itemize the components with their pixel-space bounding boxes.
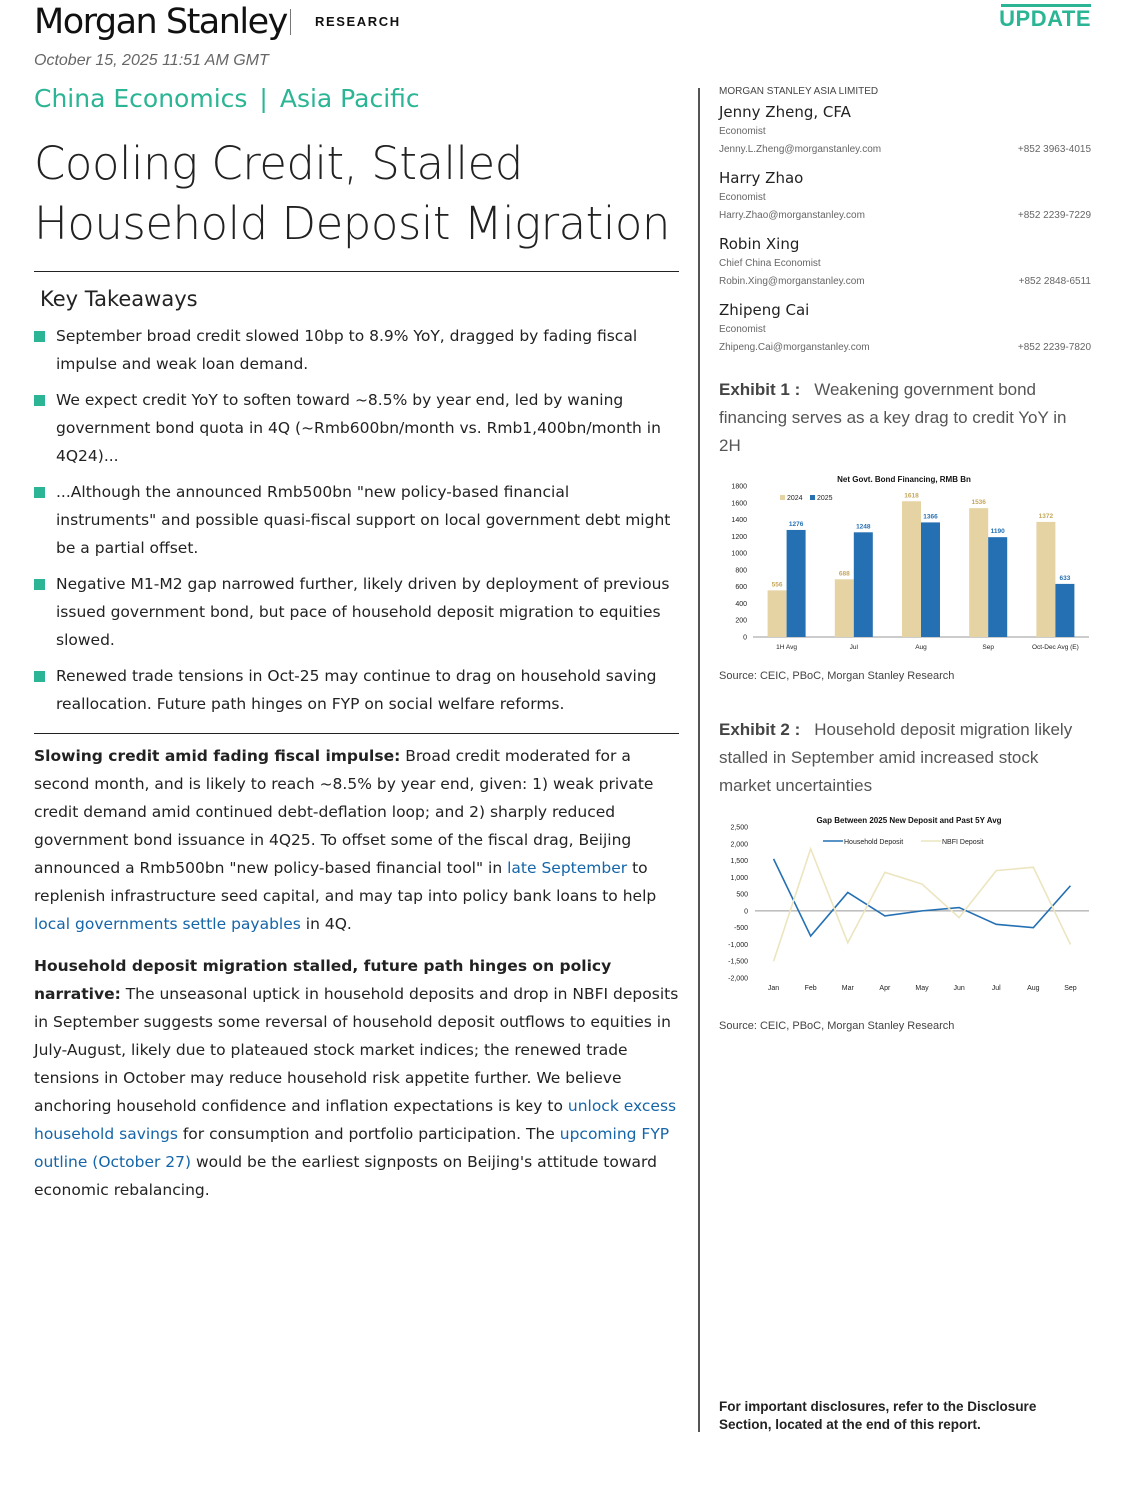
body-paragraph-1: Slowing credit amid fading fiscal impulse: Broad credit moderated for a second month, and is likely to reach ~8.5% by year end, given: 1) weak private credit demand amid continued debt-deflation loop; and 2) sharply reduced government bond issuance in 4Q25. To offset some of the fiscal drag, Beijing announced a Rmb500bn "new policy-based financial tool" in late September to replenish infrastructure seed capital, and may tap into policy bank loans to help local governments settle payables in 4Q. <box>34 747 657 933</box>
x-tick-label: Jul <box>849 644 858 651</box>
data-label: 1276 <box>788 520 804 528</box>
bar-2024 <box>768 590 787 637</box>
series-line-household-deposit <box>774 859 1071 936</box>
data-label: 633 <box>1059 574 1071 582</box>
list-item: September broad credit slowed 10bp to 8.9% YoY, dragged by fading fiscal impulse and weak loan demand. <box>34 322 674 378</box>
report-header <box>34 0 1094 50</box>
x-tick-label: Aug <box>915 644 927 651</box>
key-takeaways-heading: Key Takeaways <box>40 287 198 311</box>
data-label: 556 <box>771 581 783 589</box>
link-local-governments-payables[interactable]: local governments settle payables <box>34 915 301 933</box>
list-item: ...Although the announced Rmb500bn "new policy-based financial instruments" and possible quasi-fiscal support on local government debt might be a partial offset. <box>34 478 674 562</box>
author-role: Chief China Economist <box>719 258 821 269</box>
author-email[interactable]: Jenny.L.Zheng@morganstanley.com <box>719 144 882 155</box>
y-tick-label: 1800 <box>731 483 747 491</box>
legend-entry: Household Deposit <box>844 839 904 846</box>
disclosure-note: For important disclosures, refer to the Disclosure Section, located at the end of this report. <box>719 1399 1037 1432</box>
y-tick-label: -500 <box>733 925 748 933</box>
author-name: Harry Zhao <box>719 169 804 187</box>
x-tick-label: Mar <box>841 985 854 992</box>
legend-swatch <box>810 495 815 500</box>
author-role: Economist <box>719 126 766 137</box>
authors-panel <box>719 86 1091 365</box>
data-label: 1190 <box>990 528 1005 536</box>
exhibit-1-source: Source: CEIC, PBoC, Morgan Stanley Research <box>719 670 955 682</box>
exhibit-1-title: Exhibit 1 : Weakening government bond financing serves as a key drag to credit YoY in 2H <box>719 380 1067 455</box>
y-tick-label: 0 <box>743 634 747 642</box>
exhibit-2-title: Exhibit 2 : Household deposit migration likely stalled in September amid increased stock market uncertainties <box>719 720 1073 795</box>
report-title <box>34 134 684 254</box>
exhibit-1-bar-chart <box>719 470 1091 660</box>
bullet-square-icon <box>34 395 45 406</box>
bar-2025 <box>1055 584 1074 637</box>
divider-bottom <box>34 733 679 734</box>
x-tick-label: Sep <box>1064 985 1077 992</box>
body-text <box>34 742 684 1218</box>
bullet-square-icon <box>34 579 45 590</box>
list-item: Renewed trade tensions in Oct-25 may continue to drag on household saving reallocation. Future path hinges on FYP on social welfare reforms. <box>34 662 674 718</box>
section-china-economics[interactable]: China Economics <box>34 84 248 113</box>
author-email[interactable]: Harry.Zhao@morganstanley.com <box>719 210 865 221</box>
author-name: Robin Xing <box>719 235 800 253</box>
author-name: Jenny Zheng, CFA <box>719 103 851 121</box>
section-asia-pacific[interactable]: Asia Pacific <box>279 84 420 113</box>
y-tick-label: 200 <box>735 617 747 625</box>
exhibit-1-label: Exhibit 1 : <box>719 380 801 399</box>
bullet-square-icon <box>34 671 45 682</box>
author-phone: +852 2239-7229 <box>1017 210 1091 221</box>
x-tick-label: Feb <box>804 985 817 992</box>
section-separator: | <box>259 84 268 113</box>
y-tick-label: 2,000 <box>730 841 748 849</box>
exhibit-2-label: Exhibit 2 : <box>719 720 801 739</box>
bar-2025 <box>988 537 1007 637</box>
y-tick-label: 0 <box>744 908 748 916</box>
update-badge: UPDATE <box>999 6 1091 31</box>
y-tick-label: 1,500 <box>730 858 748 866</box>
y-tick-label: 2,500 <box>730 824 748 832</box>
bar-2024 <box>902 501 921 637</box>
x-tick-label: Sep <box>982 644 994 651</box>
x-tick-label: 1H Avg <box>776 644 798 651</box>
author-email[interactable]: Robin.Xing@morganstanley.com <box>719 276 865 287</box>
legend-swatch <box>780 495 785 500</box>
paragraph-lead: Household deposit migration stalled, future path hinges on policy narrative: <box>34 957 612 1003</box>
bar-2025 <box>787 530 806 637</box>
data-label: 1248 <box>856 523 871 531</box>
y-tick-label: 400 <box>735 600 747 608</box>
exhibit-2-line-chart <box>719 810 1091 1000</box>
column-divider <box>698 88 700 1432</box>
y-tick-label: 1200 <box>731 533 747 541</box>
legend-entry: NBFI Deposit <box>942 839 984 846</box>
chart-title: Net Govt. Bond Financing, RMB Bn <box>837 475 971 484</box>
x-tick-label: Jun <box>953 985 965 992</box>
firm-name: MORGAN STANLEY ASIA LIMITED <box>719 86 879 97</box>
author-card <box>719 233 1091 291</box>
key-takeaways-list <box>34 322 674 726</box>
y-tick-label: 500 <box>736 891 748 899</box>
report-title-line-2: Household Deposit Migration <box>34 197 670 250</box>
bar-2024 <box>969 508 988 637</box>
logo-divider <box>290 9 291 35</box>
exhibit-2-source: Source: CEIC, PBoC, Morgan Stanley Research <box>719 1020 955 1032</box>
bullet-square-icon <box>34 487 45 498</box>
series-line-nbfi-deposit <box>774 849 1071 961</box>
author-phone: +852 3963-4015 <box>1017 144 1091 155</box>
author-phone: +852 2848-6511 <box>1018 276 1091 287</box>
research-label: RESEARCH <box>315 14 401 29</box>
author-card <box>719 299 1091 357</box>
section-breadcrumb <box>34 84 420 113</box>
morgan-stanley-logo: Morgan Stanley <box>34 2 287 42</box>
author-role: Economist <box>719 324 766 335</box>
publish-date: October 15, 2025 11:51 AM GMT <box>34 52 269 69</box>
link-unlock-household-savings[interactable]: unlock excess household savings <box>34 1097 677 1143</box>
bar-2025 <box>854 532 873 637</box>
body-paragraph-2: Household deposit migration stalled, future path hinges on policy narrative: The unseasonal uptick in household deposits and drop in NBFI deposits in September suggests some reversal of household deposit outflows to equities in July-August, likely due to plateaued stock market indices; the renewed trade tensions in October may reduce household risk appetite further. We believe anchoring household confidence and inflation expectations is key to unlock excess household savings for consumption and portfolio participation. The upcoming FYP outline (October 27) would be the earliest signposts on Beijing's attitude toward economic rebalancing. <box>34 957 679 1199</box>
data-label: 688 <box>838 570 850 578</box>
list-item: We expect credit YoY to soften toward ~8.5% by year end, led by waning government bond quota in 4Q (~Rmb600bn/month vs. Rmb1,400bn/month in 4Q24)... <box>34 386 674 470</box>
x-tick-label: Aug <box>1027 985 1040 992</box>
y-tick-label: -2,000 <box>728 975 748 983</box>
bar-2025 <box>921 522 940 637</box>
author-name: Zhipeng Cai <box>719 301 810 319</box>
y-tick-label: 1,000 <box>730 874 748 882</box>
y-tick-label: 1600 <box>731 500 747 508</box>
author-email[interactable]: Zhipeng.Cai@morganstanley.com <box>719 342 870 353</box>
author-phone: +852 2239-7820 <box>1017 342 1091 353</box>
x-tick-label: May <box>915 985 929 992</box>
link-late-september[interactable]: late September <box>507 859 628 877</box>
x-tick-label: Apr <box>879 985 891 992</box>
data-label: 1372 <box>1038 512 1054 520</box>
author-card <box>719 167 1091 225</box>
divider-top <box>34 271 679 272</box>
chart-title: Gap Between 2025 New Deposit and Past 5Y Avg <box>816 816 1002 825</box>
link-upcoming-fyp-outline[interactable]: upcoming FYP outline (October 27) <box>34 1125 670 1171</box>
bullet-square-icon <box>34 331 45 342</box>
paragraph-lead: Slowing credit amid fading fiscal impulse: <box>34 747 401 765</box>
legend-entry: 2024 <box>787 495 803 502</box>
legend-entry: 2025 <box>817 495 833 502</box>
x-tick-label: Jul <box>991 985 1001 992</box>
y-tick-label: 800 <box>735 567 747 575</box>
x-tick-label: Oct-Dec Avg (E) <box>1031 644 1079 651</box>
y-tick-label: -1,500 <box>728 958 748 966</box>
report-title-line-1: Cooling Credit, Stalled <box>34 137 523 190</box>
data-label: 1366 <box>923 513 938 521</box>
y-tick-label: -1,000 <box>728 941 748 949</box>
data-label: 1536 <box>971 499 986 507</box>
bar-2024 <box>835 579 854 637</box>
y-tick-label: 600 <box>735 584 747 592</box>
bar-2024 <box>1036 522 1055 637</box>
author-role: Economist <box>719 192 766 203</box>
x-tick-label: Jan <box>767 985 780 992</box>
data-label: 1618 <box>904 492 919 500</box>
y-tick-label: 1000 <box>731 550 747 558</box>
y-tick-label: 1400 <box>731 517 747 525</box>
list-item: Negative M1-M2 gap narrowed further, likely driven by deployment of previous issued government bond, but pace of household deposit migration to equities slowed. <box>34 570 674 654</box>
author-card <box>719 101 1091 159</box>
